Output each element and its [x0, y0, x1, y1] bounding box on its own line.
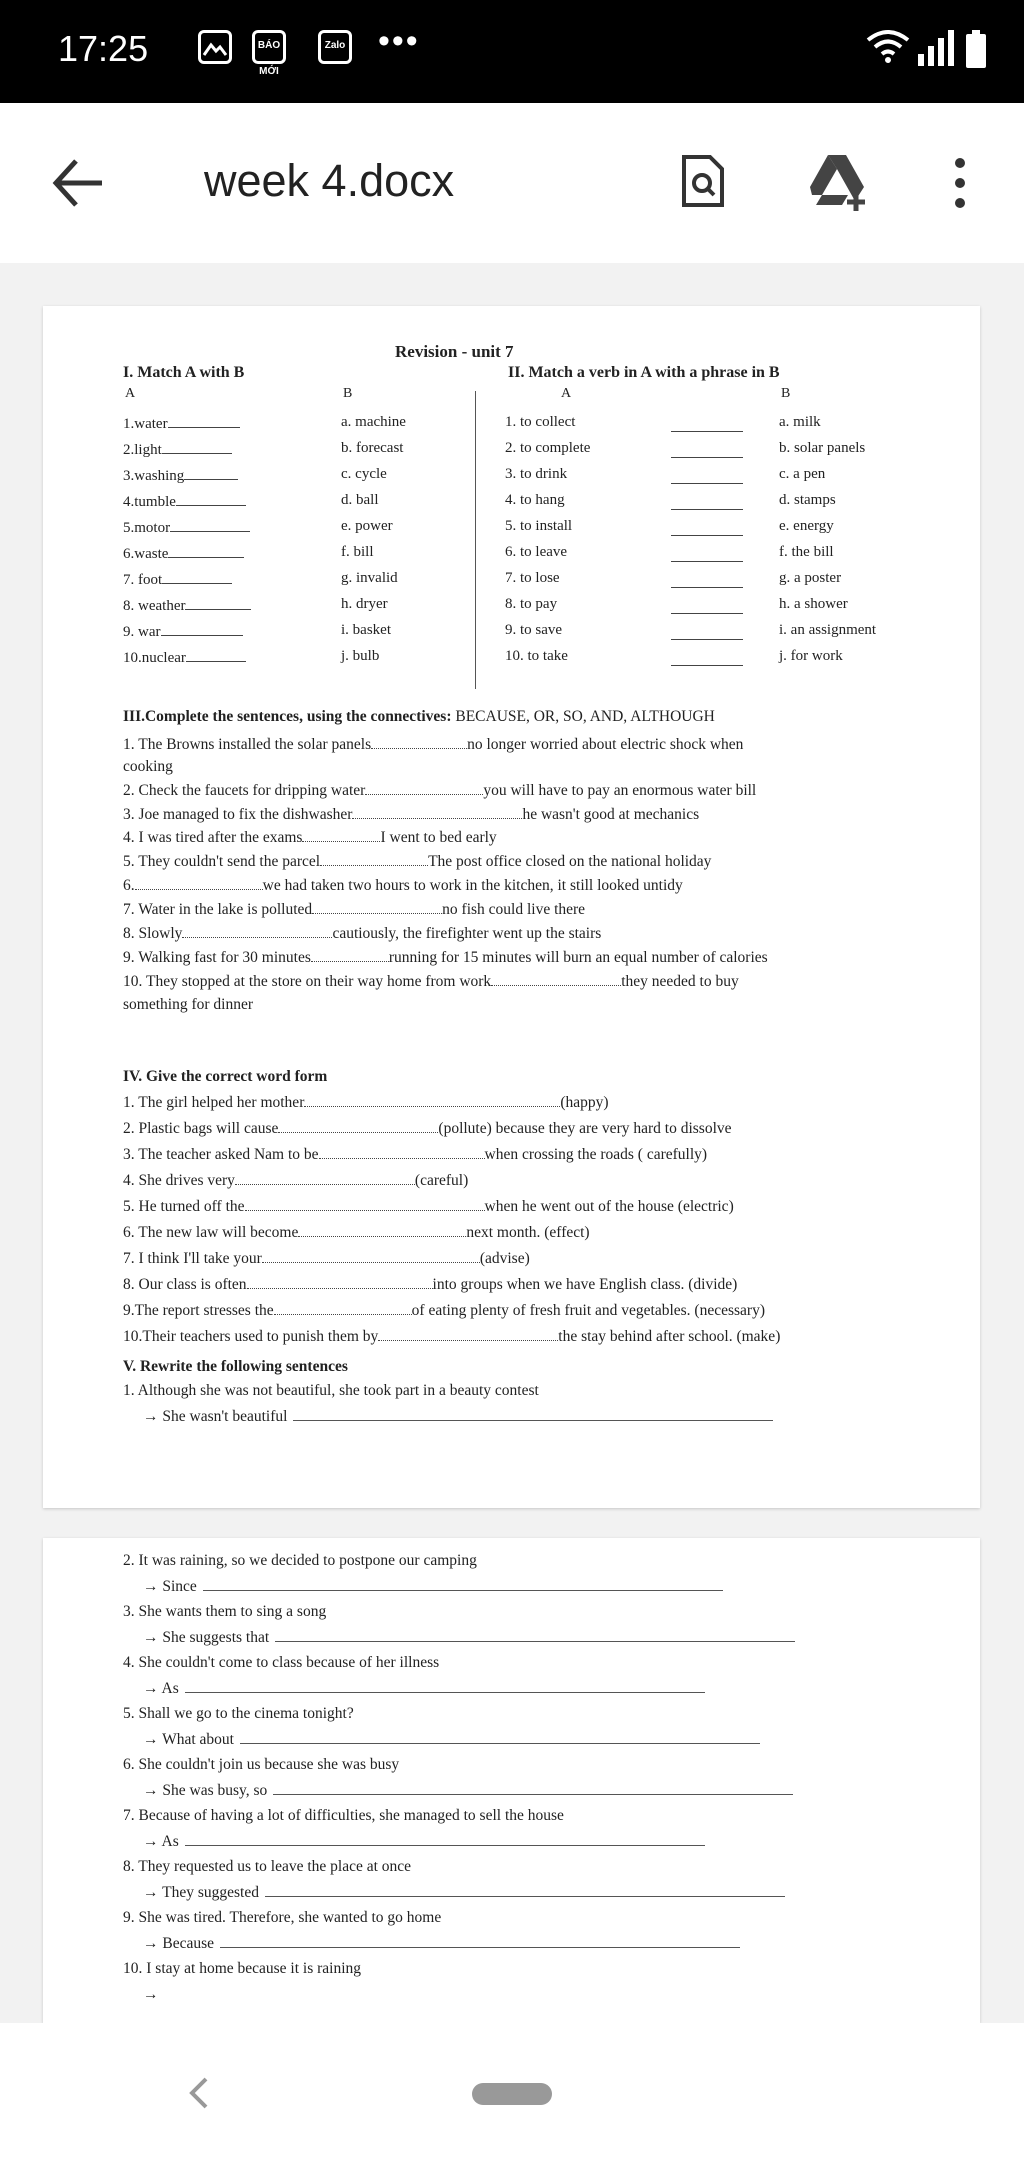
- system-nav-bar: [0, 2023, 1024, 2161]
- s3-answer-blank[interactable]: [312, 902, 442, 914]
- s3-answer-blank[interactable]: [302, 830, 380, 842]
- section-2-col-b: B: [781, 386, 791, 401]
- s5-answer-line: [143, 1406, 773, 1428]
- section-4-line: [123, 1222, 590, 1244]
- s2-a-item: 1. to collect: [505, 414, 576, 430]
- s4-sentence-start: 2. Plastic bags will cause: [123, 1120, 279, 1137]
- section-3-heading-text: III.Complete the sentences, using the connectives:: [123, 708, 452, 725]
- s3-sentence-end: running for 15 minutes will burn an equal number of calories: [388, 949, 768, 966]
- s4-word-hint: (careful): [414, 1172, 469, 1189]
- match-row-s1: [123, 466, 238, 492]
- s5-answer-line: [143, 1729, 760, 1751]
- column-divider: [475, 391, 476, 689]
- s2-a-item: 7. to lose: [505, 570, 560, 586]
- s1-b-item: a. machine: [341, 414, 406, 430]
- s3-answer-blank[interactable]: [135, 878, 263, 890]
- s2-answer-blank[interactable]: [671, 496, 743, 510]
- s3-sentence-start: 8. Slowly: [123, 925, 183, 942]
- s5-answer-blank[interactable]: [185, 1679, 705, 1693]
- section-4-line: [123, 1248, 530, 1270]
- s3-sentence-start: something for dinner: [123, 996, 254, 1013]
- s1-a-item: 9. war: [123, 624, 161, 640]
- s2-b-item: j. for work: [779, 648, 843, 664]
- section-3-line: [123, 994, 253, 1016]
- section-5-heading: [123, 1356, 348, 1378]
- s5-question: 9. She was tired. Therefore, she wanted to go home: [123, 1909, 442, 1926]
- s5-answer-blank[interactable]: [265, 1883, 785, 1897]
- s3-sentence-end: I went to bed early: [380, 829, 497, 846]
- s1-b-item: d. ball: [341, 492, 379, 508]
- s5-answer-prompt: → Since: [143, 1578, 197, 1595]
- match-row-s1: [123, 596, 251, 622]
- match-row-s1: [123, 440, 232, 466]
- s1-b-item: e. power: [341, 518, 393, 534]
- s4-answer-blank[interactable]: [298, 1225, 466, 1237]
- s3-sentence-start: cooking: [123, 758, 173, 775]
- s2-b-item: i. an assignment: [779, 622, 877, 638]
- s1-answer-blank[interactable]: [185, 596, 251, 610]
- section-4-line: [123, 1300, 765, 1322]
- section-3-line: [123, 827, 497, 849]
- section-5-heading-text: V. Rewrite the following sentences: [123, 1358, 348, 1375]
- s4-word-hint: the stay behind after school. (make): [558, 1328, 781, 1345]
- s5-answer-blank[interactable]: [275, 1628, 795, 1642]
- s5-answer-blank[interactable]: [185, 1832, 705, 1846]
- s1-a-item: 3.washing: [123, 468, 185, 484]
- s1-b-item: h. dryer: [341, 596, 388, 612]
- s4-sentence-start: 1. The girl helped her mother: [123, 1094, 305, 1111]
- section-3-heading: [123, 706, 715, 728]
- zalo-label: Zalo: [324, 40, 346, 51]
- section-3-line: [123, 947, 768, 969]
- s5-answer-prompt: → What about: [143, 1731, 234, 1748]
- s5-question: 1. Although she was not beautiful, she took part in a beauty contest: [123, 1382, 539, 1399]
- section-3-line: [123, 804, 699, 826]
- s3-sentence-start: 10. They stopped at the store on their way home from work: [123, 973, 492, 990]
- s5-answer-prompt: → As: [143, 1833, 179, 1850]
- s4-answer-blank[interactable]: [278, 1121, 438, 1133]
- s5-answer-line: [143, 1780, 793, 1802]
- s3-sentence-end: he wasn't good at mechanics: [522, 806, 700, 823]
- s1-a-item: 1.water: [123, 416, 168, 432]
- match-row-s1: [123, 570, 232, 596]
- s4-word-hint: next month. (effect): [466, 1224, 590, 1241]
- s1-answer-blank[interactable]: [176, 492, 246, 506]
- s4-sentence-start: 5. He turned off the: [123, 1198, 245, 1215]
- zalo-icon: [318, 30, 352, 64]
- s1-answer-blank[interactable]: [170, 518, 250, 532]
- more-notifications-icon: •••: [378, 22, 420, 60]
- document-page-1: [43, 306, 980, 1508]
- s1-a-item: 10.nuclear: [123, 650, 186, 666]
- s5-question: 6. She couldn't join us because she was busy: [123, 1756, 400, 1773]
- s3-sentence-start: 6.: [123, 877, 135, 894]
- s3-answer-blank[interactable]: [371, 737, 467, 749]
- section-4-line: [123, 1170, 468, 1192]
- section-1-heading: I. Match A with B: [123, 364, 245, 381]
- section-4-line: [123, 1196, 734, 1218]
- s5-answer-line: [143, 1627, 795, 1649]
- section-3-line: [123, 923, 601, 945]
- section-3-line: [123, 875, 683, 897]
- s2-a-item: 8. to pay: [505, 596, 558, 612]
- bao-moi-label: BÁO MỚI: [257, 40, 281, 77]
- nav-back-icon[interactable]: [180, 2073, 220, 2113]
- s3-sentence-start: 7. Water in the lake is polluted: [123, 901, 313, 918]
- s4-answer-blank[interactable]: [247, 1277, 433, 1289]
- app-bar: [0, 103, 1024, 263]
- s4-word-hint: (pollute) because they are very hard to dissolve: [438, 1120, 732, 1137]
- s4-answer-blank[interactable]: [235, 1173, 415, 1185]
- s3-sentence-end: The post office closed on the national holiday: [428, 853, 712, 870]
- s4-word-hint: (advise): [479, 1250, 530, 1267]
- s5-answer-line: [143, 1984, 165, 2006]
- s2-a-item: 3. to drink: [505, 466, 568, 482]
- status-time: 17:25: [58, 28, 149, 69]
- s2-a-item: 5. to install: [505, 518, 573, 534]
- s5-question: 8. They requested us to leave the place at once: [123, 1858, 412, 1875]
- wifi-icon: [868, 32, 908, 63]
- image-icon: [198, 30, 232, 64]
- s4-sentence-start: 4. She drives very: [123, 1172, 235, 1189]
- s2-a-item: 4. to hang: [505, 492, 565, 508]
- s5-answer-line: [143, 1831, 705, 1853]
- nav-home-pill[interactable]: [472, 2083, 552, 2105]
- s3-sentence-end: cautiously, the firefighter went up the stairs: [332, 925, 602, 942]
- s5-answer-prompt: → She suggests that: [143, 1629, 270, 1646]
- s2-b-item: a. milk: [779, 414, 821, 430]
- add-to-drive-icon[interactable]: [808, 151, 872, 211]
- s2-b-item: e. energy: [779, 518, 834, 534]
- s2-answer-blank[interactable]: [671, 600, 743, 614]
- s3-answer-blank[interactable]: [491, 974, 621, 986]
- s4-sentence-start: 8. Our class is often: [123, 1276, 247, 1293]
- signal-icon: [918, 30, 954, 66]
- s5-answer-blank[interactable]: [240, 1730, 760, 1744]
- s4-answer-blank[interactable]: [274, 1303, 412, 1315]
- match-row-s1: [123, 622, 243, 648]
- section-4-line: [123, 1274, 737, 1296]
- s2-b-item: c. a pen: [779, 466, 826, 482]
- s2-answer-blank[interactable]: [671, 652, 743, 666]
- s1-b-item: f. bill: [341, 544, 374, 560]
- s2-a-item: 9. to save: [505, 622, 563, 638]
- s5-answer-prompt: → They suggested: [143, 1884, 259, 1901]
- s1-a-item: 7. foot: [123, 572, 163, 588]
- section-3-line: [123, 734, 743, 756]
- s2-b-item: g. a poster: [779, 570, 842, 586]
- s4-answer-blank[interactable]: [245, 1199, 485, 1211]
- s2-answer-blank[interactable]: [671, 548, 743, 562]
- s3-sentence-start: 9. Walking fast for 30 minutes: [123, 949, 311, 966]
- s3-answer-blank[interactable]: [182, 926, 332, 938]
- s3-sentence-start: 1. The Browns installed the solar panels: [123, 736, 372, 753]
- s4-word-hint: into groups when we have English class. (divide): [432, 1276, 738, 1293]
- section-4-line: [123, 1118, 732, 1140]
- s3-sentence-start: 2. Check the faucets for dripping water: [123, 782, 366, 799]
- section-4-heading-text: IV. Give the correct word form: [123, 1068, 328, 1085]
- s1-b-item: b. forecast: [341, 440, 404, 456]
- s1-answer-blank[interactable]: [162, 440, 232, 454]
- s1-a-item: 4.tumble: [123, 494, 176, 510]
- section-3-line: [123, 780, 756, 802]
- s5-question: 2. It was raining, so we decided to postpone our camping: [123, 1552, 477, 1569]
- s5-question: 7. Because of having a lot of difficulties, she managed to sell the house: [123, 1807, 564, 1824]
- s2-a-item: 6. to leave: [505, 544, 568, 560]
- s3-answer-blank[interactable]: [320, 854, 428, 866]
- s3-answer-blank[interactable]: [352, 807, 522, 819]
- s3-sentence-end: no longer worried about electric shock when: [467, 736, 744, 753]
- s5-answer-blank[interactable]: [273, 1781, 793, 1795]
- s2-b-item: d. stamps: [779, 492, 836, 508]
- section-1-col-b: B: [343, 386, 353, 401]
- s5-answer-prompt: → As: [143, 1680, 179, 1697]
- s5-question: 10. I stay at home because it is raining: [123, 1960, 362, 1977]
- section-4-heading: [123, 1066, 327, 1088]
- s3-sentence-start: 5. They couldn't send the parcel: [123, 853, 321, 870]
- more-options-icon[interactable]: [948, 153, 972, 213]
- s1-b-item: g. invalid: [341, 570, 398, 586]
- s1-answer-blank[interactable]: [168, 414, 240, 428]
- s2-answer-blank[interactable]: [671, 574, 743, 588]
- status-bar: [0, 0, 1024, 103]
- s5-answer-blank[interactable]: [293, 1407, 773, 1421]
- section-4-line: [123, 1326, 780, 1348]
- s3-answer-blank[interactable]: [311, 950, 389, 962]
- s2-answer-blank[interactable]: [671, 522, 743, 536]
- s2-answer-blank[interactable]: [671, 626, 743, 640]
- match-row-s1: [123, 414, 240, 440]
- s3-answer-blank[interactable]: [365, 783, 483, 795]
- s2-answer-blank[interactable]: [671, 470, 743, 484]
- section-2-col-a: A: [561, 386, 572, 401]
- s4-word-hint: (happy): [560, 1094, 609, 1111]
- s1-b-item: i. basket: [341, 622, 391, 638]
- s5-answer-prompt: →: [143, 1986, 159, 2003]
- section-3-line: [123, 899, 585, 921]
- section-3-connectives: BECAUSE, OR, SO, AND, ALTHOUGH: [451, 708, 715, 725]
- s1-b-item: j. bulb: [341, 648, 380, 664]
- match-row-s1: [123, 518, 250, 544]
- s2-b-item: f. the bill: [779, 544, 834, 560]
- s5-answer-prompt: → She wasn't beautiful: [143, 1408, 288, 1425]
- document-title: week 4.docx: [204, 155, 455, 206]
- section-2-heading: II. Match a verb in A with a phrase in B: [508, 364, 780, 381]
- battery-icon: [966, 30, 986, 68]
- s2-a-item: 10. to take: [505, 648, 568, 664]
- s4-sentence-start: 10.Their teachers used to punish them by: [123, 1328, 379, 1345]
- s1-answer-blank[interactable]: [168, 544, 244, 558]
- s4-answer-blank[interactable]: [304, 1095, 560, 1107]
- s1-answer-blank[interactable]: [162, 570, 232, 584]
- s1-a-item: 8. weather: [123, 598, 186, 614]
- s4-sentence-start: 3. The teacher asked Nam to be: [123, 1146, 319, 1163]
- s5-answer-line: [143, 1576, 723, 1598]
- bao-moi-icon: [252, 30, 286, 77]
- s2-a-item: 2. to complete: [505, 440, 591, 456]
- revision-title: Revision - unit 7: [395, 342, 514, 361]
- s5-question: 4. She couldn't come to class because of her illness: [123, 1654, 440, 1671]
- s1-answer-blank[interactable]: [184, 466, 238, 480]
- s2-answer-blank[interactable]: [671, 444, 743, 458]
- match-row-s1: [123, 492, 246, 518]
- s4-word-hint: when he went out of the house (electric): [484, 1198, 734, 1215]
- s4-word-hint: when crossing the roads ( carefully): [484, 1146, 708, 1163]
- preview-icon[interactable]: [680, 153, 726, 209]
- s5-answer-line: [143, 1933, 740, 1955]
- s5-answer-prompt: → She was busy, so: [143, 1782, 268, 1799]
- s1-answer-blank[interactable]: [161, 622, 243, 636]
- s4-answer-blank[interactable]: [319, 1147, 485, 1159]
- s4-answer-blank[interactable]: [378, 1329, 558, 1341]
- s2-b-item: h. a shower: [779, 596, 848, 612]
- s1-a-item: 5.motor: [123, 520, 171, 536]
- s5-question: 3. She wants them to sing a song: [123, 1603, 327, 1620]
- s1-a-item: 2.light: [123, 442, 162, 458]
- s3-sentence-end: you will have to pay an enormous water bill: [483, 782, 757, 799]
- s2-answer-blank[interactable]: [671, 418, 743, 432]
- s4-sentence-start: 9.The report stresses the: [123, 1302, 274, 1319]
- section-4-line: [123, 1092, 609, 1114]
- section-3-line: [123, 971, 739, 993]
- s4-sentence-start: 7. I think I'll take your: [123, 1250, 262, 1267]
- s3-sentence-end: we had taken two hours to work in the kitchen, it still looked untidy: [262, 877, 683, 894]
- section-1-col-a: A: [125, 386, 136, 401]
- section-3-line: [123, 756, 173, 778]
- section-4-line: [123, 1144, 707, 1166]
- s4-sentence-start: 6. The new law will become: [123, 1224, 299, 1241]
- s5-answer-prompt: → Because: [143, 1935, 215, 1952]
- s4-answer-blank[interactable]: [262, 1251, 480, 1263]
- s3-sentence-start: 3. Joe managed to fix the dishwasher: [123, 806, 353, 823]
- s5-answer-line: [143, 1882, 785, 1904]
- s1-answer-blank[interactable]: [186, 648, 246, 662]
- s3-sentence-start: 4. I was tired after the exams: [123, 829, 303, 846]
- back-arrow-icon[interactable]: [48, 153, 108, 213]
- s5-answer-line: [143, 1678, 705, 1700]
- s1-a-item: 6.waste: [123, 546, 169, 562]
- s4-word-hint: of eating plenty of fresh fruit and vegetables. (necessary): [411, 1302, 766, 1319]
- s5-answer-blank[interactable]: [220, 1934, 740, 1948]
- s5-answer-blank[interactable]: [203, 1577, 723, 1591]
- s2-b-item: b. solar panels: [779, 440, 866, 456]
- match-row-s1: [123, 544, 244, 570]
- match-row-s1: [123, 648, 246, 674]
- document-page-2: [43, 1538, 980, 2023]
- section-3-line: [123, 851, 711, 873]
- s3-sentence-end: no fish could live there: [442, 901, 586, 918]
- s1-b-item: c. cycle: [341, 466, 387, 482]
- status-right-icons: [866, 26, 996, 70]
- s3-sentence-end: they needed to buy: [621, 973, 739, 990]
- s5-question: 5. Shall we go to the cinema tonight?: [123, 1705, 354, 1722]
